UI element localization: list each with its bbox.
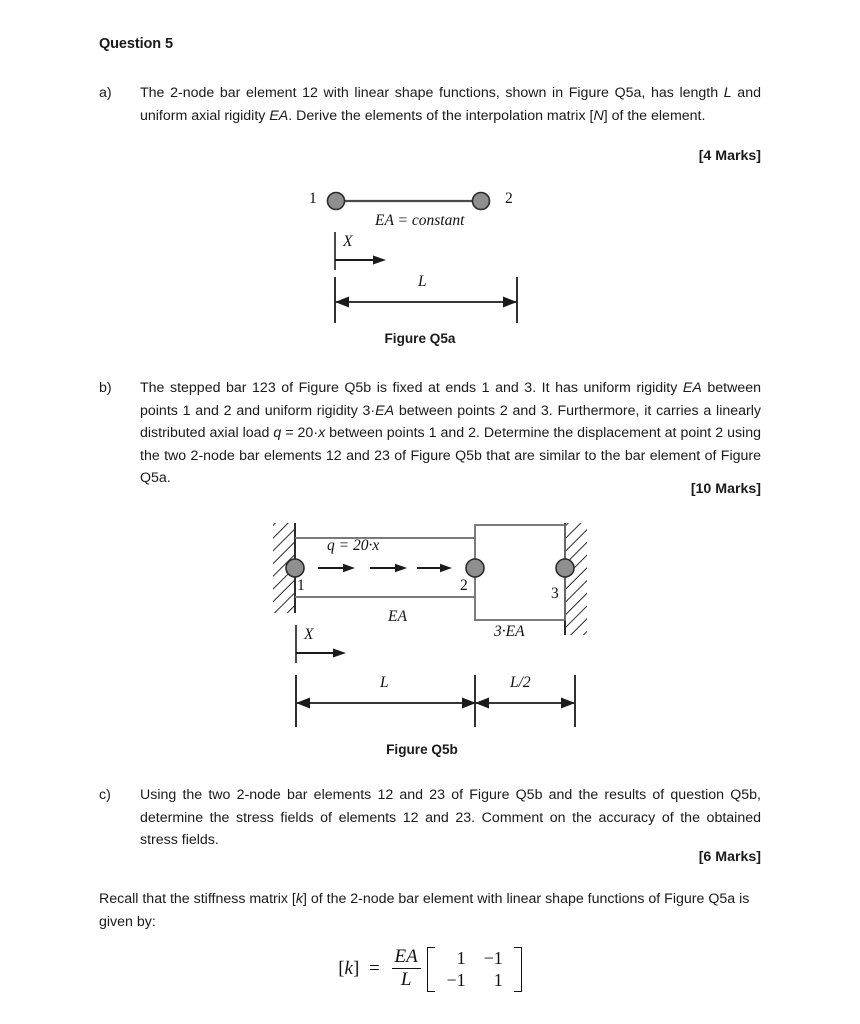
formula-lhs: [k] <box>338 958 360 980</box>
figure-q5b-drawing <box>270 515 590 745</box>
figure-q5b-rigidity-right-label: 3·EA <box>494 623 525 640</box>
item-c-text: Using the two 2-node bar elements 12 and 23 of Figure Q5b and the results of question Q5b, determine the stress fields of elements 12 and 23. Comment on the accuracy of the obtained stress fields. <box>140 787 761 848</box>
matrix-cell: 1 <box>456 948 466 969</box>
node-2-marker <box>473 193 490 210</box>
figure-q5a-caption: Figure Q5a <box>384 331 456 346</box>
matrix-table <box>437 948 511 990</box>
figure-q5b-dim-left-label: L <box>380 674 389 691</box>
stiffness-matrix-formula <box>0 948 860 991</box>
matrix-bracket-left <box>427 947 435 991</box>
question-item-c <box>99 784 761 852</box>
item-a-text: The 2-node bar element 12 with linear shape functions, shown in Figure Q5a, has length L and uniform axial rigidity EA. Derive the elements of the interpolation matrix [N] of the element. <box>140 85 761 124</box>
figure-q5a-rigidity-label: EA = constant <box>375 212 465 229</box>
item-a-label: a) <box>99 85 112 101</box>
figure-q5a-node-1-label: 1 <box>309 190 317 207</box>
item-b-marks: [10 Marks] <box>690 481 761 497</box>
matrix-cell: −1 <box>483 948 503 969</box>
question-item-b <box>99 377 761 490</box>
figure-q5b-axis-label: X <box>304 626 314 643</box>
figure-q5a-node-2-label: 2 <box>505 190 513 207</box>
figure-q5a-dimension-label: L <box>418 273 427 290</box>
figure-q5a-drawing <box>300 185 540 325</box>
page-title: Question 5 <box>99 36 173 52</box>
formula-equals: = <box>369 958 380 980</box>
recall-paragraph: Recall that the stiffness matrix [k] of the 2-node bar element with linear shape functions of Figure Q5a is given by: <box>99 891 750 930</box>
figure-q5b <box>270 515 590 760</box>
node-1-marker <box>286 559 304 577</box>
figure-q5a-axis-label: X <box>343 233 353 250</box>
item-c-label: c) <box>99 787 111 803</box>
figure-q5b-rigidity-left-label: EA <box>388 608 407 625</box>
item-b-label: b) <box>99 380 112 396</box>
matrix-cell: −1 <box>446 969 466 990</box>
figure-q5b-caption: Figure Q5b <box>386 742 458 757</box>
formula-fraction <box>392 947 421 990</box>
formula-matrix <box>427 948 521 990</box>
figure-q5b-load-label: q = 20·x <box>327 537 380 554</box>
formula-fraction-denominator: L <box>392 968 421 991</box>
figure-q5b-node-3-label: 3 <box>551 585 559 602</box>
item-b-text: The stepped bar 123 of Figure Q5b is fixed at ends 1 and 3. It has uniform rigidity EA between points 1 and 2 and uniform rigidity 3·EA between points 2 and 3. Furthermore, it carries a linearly distributed axial load q = 20·x between points 1 and 2. Determine the displacement at point 2 using the two 2-node bar elements 12 and 23 of Figure Q5b that are similar to the bar element of Figure Q5a. <box>140 380 761 486</box>
node-1-marker <box>328 193 345 210</box>
figure-q5b-node-1-label: 1 <box>297 577 305 594</box>
node-3-marker <box>556 559 574 577</box>
figure-q5a <box>300 185 540 345</box>
formula-fraction-numerator: EA <box>394 946 418 967</box>
matrix-cell: 1 <box>493 969 503 990</box>
question-item-a <box>99 82 761 127</box>
item-c-marks: [6 Marks] <box>698 849 761 865</box>
matrix-bracket-right <box>514 947 522 991</box>
node-2-marker <box>466 559 484 577</box>
figure-q5b-dim-right-label: L/2 <box>510 674 531 691</box>
right-support-hatch <box>565 523 587 635</box>
matrix-row <box>437 970 511 991</box>
figure-q5b-node-2-label: 2 <box>460 577 468 594</box>
matrix-row <box>437 948 511 969</box>
item-a-marks: [4 Marks] <box>698 148 761 164</box>
